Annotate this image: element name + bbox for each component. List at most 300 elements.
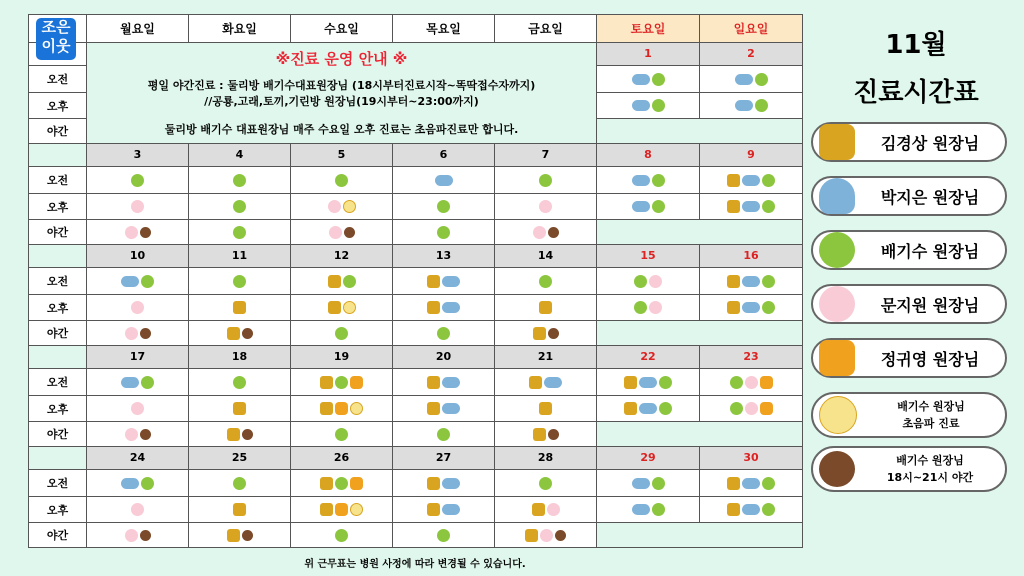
period-row-night	[29, 523, 803, 548]
kim-icon	[727, 477, 740, 490]
schedule-cell	[393, 295, 495, 321]
park-icon	[632, 201, 650, 212]
weekday-header-tue: 화요일	[189, 15, 291, 43]
park-icon	[121, 276, 139, 287]
schedule-cell	[393, 523, 495, 548]
period-label-night: 야간	[29, 523, 87, 548]
schedule-cell	[189, 321, 291, 346]
date-cell: 25	[189, 446, 291, 469]
date-cell: 11	[189, 244, 291, 267]
kim-icon	[532, 503, 545, 516]
us-icon	[350, 503, 363, 516]
footer-note: 위 근무표는 병원 사정에 따라 변경될 수 있습니다.	[304, 559, 526, 570]
schedule-cell	[495, 321, 597, 346]
park-icon	[632, 504, 650, 515]
schedule-cell	[597, 65, 700, 93]
weekday-header-fri: 금요일	[495, 15, 597, 43]
clinic-logo	[36, 18, 76, 60]
bae-icon	[343, 275, 356, 288]
period-label-night: 야간	[29, 321, 87, 346]
bae-icon	[659, 402, 672, 415]
park-icon	[632, 100, 650, 111]
kim-icon	[727, 301, 740, 314]
park-icon	[121, 377, 139, 388]
kim-icon	[427, 376, 440, 389]
date-cell: 24	[87, 446, 189, 469]
schedule-cell	[291, 267, 393, 295]
schedule-cell	[291, 166, 393, 194]
logo-line-2: 이웃	[41, 37, 71, 55]
schedule-cell	[495, 497, 597, 523]
weekend-empty-cell	[597, 220, 803, 245]
date-cell: 3	[87, 143, 189, 166]
legend-night-line1: 배기수 원장님	[896, 454, 964, 467]
weekend-empty-cell	[597, 321, 803, 346]
schedule-cell	[189, 295, 291, 321]
bae-icon	[539, 477, 552, 490]
bae-icon	[762, 275, 775, 288]
period-label-afternoon: 오후	[29, 194, 87, 220]
date-cell: 28	[495, 446, 597, 469]
date-label-cell	[29, 446, 87, 469]
kim-icon	[727, 200, 740, 213]
us-icon	[350, 402, 363, 415]
schedule-cell	[291, 194, 393, 220]
date-cell: 7	[495, 143, 597, 166]
bae-icon	[335, 376, 348, 389]
date-cell: 26	[291, 446, 393, 469]
schedule-cell	[495, 523, 597, 548]
schedule-cell	[87, 396, 189, 422]
bae-icon	[539, 174, 552, 187]
schedule-cell	[189, 368, 291, 396]
schedule-cell	[189, 523, 291, 548]
schedule-cell	[87, 321, 189, 346]
date-cell: 5	[291, 143, 393, 166]
bae-icon	[634, 301, 647, 314]
legend-night	[811, 446, 1007, 492]
bae-icon	[755, 73, 768, 86]
bae-icon	[755, 99, 768, 112]
schedule-cell	[597, 166, 700, 194]
date-cell: 21	[495, 345, 597, 368]
schedule-cell	[495, 194, 597, 220]
legend-park	[811, 176, 1007, 216]
kim-icon	[233, 402, 246, 415]
period-label-afternoon: 오후	[29, 295, 87, 321]
date-cell: 23	[700, 345, 803, 368]
moon-icon	[533, 226, 546, 239]
schedule-cell	[393, 497, 495, 523]
legend-bae-label: 배기수 원장님	[880, 241, 980, 261]
schedule-cell	[393, 368, 495, 396]
schedule-cell	[393, 166, 495, 194]
date-row	[29, 244, 803, 267]
bae-icon	[335, 327, 348, 340]
bae-icon	[730, 376, 743, 389]
schedule-cell	[495, 267, 597, 295]
notice-spacer	[87, 109, 596, 121]
moon-icon	[131, 503, 144, 516]
date-cell: 13	[393, 244, 495, 267]
date-cell: 1	[597, 42, 700, 65]
date-cell: 19	[291, 345, 393, 368]
night-icon	[548, 328, 559, 339]
night-icon	[242, 530, 253, 541]
bae-icon	[335, 529, 348, 542]
park-icon	[442, 504, 460, 515]
park-icon	[742, 302, 760, 313]
schedule-cell	[393, 469, 495, 497]
whale-icon	[819, 178, 855, 214]
kim-icon	[727, 503, 740, 516]
moon-icon	[745, 376, 758, 389]
park-icon	[435, 175, 453, 186]
bae-icon	[437, 327, 450, 340]
bae-icon	[762, 477, 775, 490]
park-icon	[735, 74, 753, 85]
night-icon	[344, 227, 355, 238]
bae-icon	[652, 73, 665, 86]
moon-icon	[125, 226, 138, 239]
park-icon	[632, 74, 650, 85]
bae-icon	[652, 503, 665, 516]
legend-us-line1: 배기수 원장님	[897, 400, 965, 413]
notice-line-3: 둘리방 배기수 대표원장님 매주 수요일 오후 진료는 초음파진료만 합니다.	[164, 123, 519, 137]
kim-icon	[427, 402, 440, 415]
schedule-cell	[189, 469, 291, 497]
schedule-cell	[189, 220, 291, 245]
bae-icon	[335, 174, 348, 187]
schedule-cell	[87, 194, 189, 220]
date-cell: 14	[495, 244, 597, 267]
period-row-morning	[29, 368, 803, 396]
schedule-cell	[700, 295, 803, 321]
dooly-icon	[819, 232, 855, 268]
kim-icon	[427, 301, 440, 314]
bae-icon	[730, 402, 743, 415]
date-label-cell	[29, 345, 87, 368]
legend-bae	[811, 230, 1007, 270]
month-title: 11월	[885, 30, 947, 60]
moon-icon	[745, 402, 758, 415]
period-label-morning: 오전	[29, 166, 87, 194]
period-label-morning: 오전	[29, 368, 87, 396]
kim-icon	[227, 529, 240, 542]
bae-icon	[141, 376, 154, 389]
night-icon	[140, 227, 151, 238]
period-row-morning	[29, 166, 803, 194]
schedule-cell	[291, 469, 393, 497]
weekend-empty-cell	[597, 422, 803, 447]
date-cell: 2	[700, 42, 803, 65]
logo-line-1: 조은	[41, 18, 71, 36]
park-icon	[639, 403, 657, 414]
schedule-cell	[189, 194, 291, 220]
us-icon	[343, 301, 356, 314]
kim-icon	[727, 174, 740, 187]
park-icon	[442, 377, 460, 388]
schedule-cell	[597, 267, 700, 295]
notice-box	[87, 42, 597, 143]
period-label-afternoon: 오후	[29, 93, 87, 119]
schedule-cell	[700, 65, 803, 93]
schedule-cell	[291, 368, 393, 396]
weekend-empty-cell	[597, 523, 803, 548]
park-icon	[742, 478, 760, 489]
moon-icon	[649, 301, 662, 314]
date-cell: 20	[393, 345, 495, 368]
bae-icon	[437, 200, 450, 213]
night-icon	[242, 429, 253, 440]
jung-icon	[350, 376, 363, 389]
kim-icon	[233, 503, 246, 516]
bae-icon	[437, 428, 450, 441]
legend-moon	[811, 284, 1007, 324]
date-cell: 16	[700, 244, 803, 267]
schedule-cell	[393, 422, 495, 447]
date-cell: 10	[87, 244, 189, 267]
schedule-cell	[495, 368, 597, 396]
schedule-cell	[87, 267, 189, 295]
date-cell: 15	[597, 244, 700, 267]
schedule-cell	[189, 396, 291, 422]
night-icon	[140, 328, 151, 339]
park-icon	[442, 276, 460, 287]
bae-icon	[652, 200, 665, 213]
moon-icon	[540, 529, 553, 542]
period-label-night: 야간	[29, 422, 87, 447]
schedule-cell	[87, 368, 189, 396]
period-row-afternoon	[29, 497, 803, 523]
bae-icon	[233, 174, 246, 187]
night-icon	[140, 429, 151, 440]
schedule-cell	[597, 396, 700, 422]
schedule-cell	[700, 194, 803, 220]
moon-icon	[547, 503, 560, 516]
schedule-cell	[597, 93, 700, 119]
bae-icon	[233, 376, 246, 389]
schedule-cell	[495, 422, 597, 447]
legend-jung	[811, 338, 1007, 378]
date-row	[29, 345, 803, 368]
ultrasound-doctor-icon	[819, 396, 857, 434]
night-icon	[555, 530, 566, 541]
kim-icon	[533, 327, 546, 340]
period-row-afternoon	[29, 194, 803, 220]
schedule-cell	[393, 267, 495, 295]
schedule-cell	[495, 396, 597, 422]
jung-icon	[760, 376, 773, 389]
legend-ultrasound	[811, 392, 1007, 438]
date-cell: 29	[597, 446, 700, 469]
bae-icon	[762, 503, 775, 516]
schedule-cell	[700, 497, 803, 523]
period-row-night	[29, 220, 803, 245]
kim-icon	[320, 376, 333, 389]
bae-icon	[131, 174, 144, 187]
date-cell: 17	[87, 345, 189, 368]
jung-icon	[335, 503, 348, 516]
moon-icon	[125, 428, 138, 441]
date-cell: 27	[393, 446, 495, 469]
period-label-morning: 오전	[29, 267, 87, 295]
kim-icon	[539, 402, 552, 415]
schedule-cell	[87, 523, 189, 548]
weekday-header-sat: 토요일	[597, 15, 700, 43]
schedule-cell	[87, 295, 189, 321]
moon-icon	[131, 200, 144, 213]
kim-icon	[320, 477, 333, 490]
weekday-header-mon: 월요일	[87, 15, 189, 43]
park-icon	[632, 478, 650, 489]
park-icon	[639, 377, 657, 388]
park-icon	[742, 201, 760, 212]
schedule-cell	[291, 422, 393, 447]
schedule-cell	[700, 368, 803, 396]
bae-icon	[762, 301, 775, 314]
night-icon	[548, 227, 559, 238]
schedule-cell	[393, 194, 495, 220]
schedule-cell	[393, 396, 495, 422]
schedule-cell	[495, 166, 597, 194]
moon-icon	[328, 200, 341, 213]
weekday-header-thu: 목요일	[393, 15, 495, 43]
bae-icon	[233, 226, 246, 239]
period-row-night	[29, 422, 803, 447]
kim-icon	[624, 402, 637, 415]
schedule-cell	[597, 497, 700, 523]
notice-line-1: 평일 야간진료 : 둘리방 배기수대표원장님 (18시부터진료시작~똑딱접수자까지)	[147, 79, 536, 93]
schedule-cell	[291, 497, 393, 523]
park-icon	[442, 403, 460, 414]
moon-icon	[131, 402, 144, 415]
date-row	[29, 42, 803, 65]
moon-icon	[125, 529, 138, 542]
schedule-cell	[291, 295, 393, 321]
bae-icon	[762, 174, 775, 187]
kim-icon	[328, 301, 341, 314]
bae-icon	[634, 275, 647, 288]
kim-icon	[227, 327, 240, 340]
kim-icon	[539, 301, 552, 314]
schedule-cell	[291, 321, 393, 346]
schedule-cell	[87, 469, 189, 497]
kim-icon	[227, 428, 240, 441]
date-label-cell	[29, 143, 87, 166]
notice-title: ※진료 운영 안내 ※	[275, 50, 408, 69]
schedule-title: 진료시간표	[853, 78, 979, 108]
schedule-cell	[87, 220, 189, 245]
night-icon	[548, 429, 559, 440]
date-cell: 8	[597, 143, 700, 166]
date-cell: 9	[700, 143, 803, 166]
schedule-cell	[189, 267, 291, 295]
date-label-cell	[29, 244, 87, 267]
park-icon	[544, 377, 562, 388]
kim-icon	[427, 275, 440, 288]
schedule-cell	[393, 321, 495, 346]
legend-us-line2: 초음파 진료	[902, 417, 960, 430]
jung-icon	[760, 402, 773, 415]
period-row-night	[29, 321, 803, 346]
date-cell: 18	[189, 345, 291, 368]
jung-icon	[350, 477, 363, 490]
kim-icon	[427, 477, 440, 490]
bae-icon	[335, 428, 348, 441]
schedule-cell	[700, 166, 803, 194]
rabbit-icon	[819, 286, 855, 322]
park-icon	[742, 276, 760, 287]
legend-jung-label: 정귀영 원장님	[880, 349, 980, 369]
giraffe-icon	[819, 340, 855, 376]
bae-icon	[335, 477, 348, 490]
bae-icon	[437, 529, 450, 542]
bae-icon	[652, 477, 665, 490]
kim-icon	[320, 402, 333, 415]
schedule-cell	[495, 220, 597, 245]
schedule-cell	[597, 194, 700, 220]
bae-icon	[762, 200, 775, 213]
weekday-header-wed: 수요일	[291, 15, 393, 43]
legend-kim	[811, 122, 1007, 162]
weekday-header-sun: 일요일	[700, 15, 803, 43]
date-cell: 4	[189, 143, 291, 166]
bae-icon	[233, 275, 246, 288]
date-cell: 30	[700, 446, 803, 469]
schedule-cell	[87, 497, 189, 523]
weekend-empty-cell	[597, 119, 803, 144]
park-icon	[632, 175, 650, 186]
schedule-cell	[291, 523, 393, 548]
date-cell: 12	[291, 244, 393, 267]
notice-spacer	[87, 69, 596, 77]
kim-icon	[727, 275, 740, 288]
schedule-cell	[700, 267, 803, 295]
kim-icon	[529, 376, 542, 389]
park-icon	[442, 478, 460, 489]
park-icon	[742, 175, 760, 186]
moon-icon	[125, 327, 138, 340]
schedule-cell	[87, 422, 189, 447]
schedule-cell	[291, 220, 393, 245]
night-icon	[242, 328, 253, 339]
bae-icon	[437, 226, 450, 239]
bae-icon	[141, 275, 154, 288]
period-row-morning	[29, 469, 803, 497]
park-icon	[742, 504, 760, 515]
jung-icon	[335, 402, 348, 415]
moon-icon	[329, 226, 342, 239]
period-label-afternoon: 오후	[29, 396, 87, 422]
moon-icon	[649, 275, 662, 288]
schedule-cell	[393, 220, 495, 245]
legend-night-line2: 18시~21시 야간	[886, 471, 974, 484]
schedule-cell	[597, 295, 700, 321]
kim-icon	[328, 275, 341, 288]
bae-icon	[141, 477, 154, 490]
kim-icon	[233, 301, 246, 314]
schedule-cell	[597, 469, 700, 497]
date-cell: 22	[597, 345, 700, 368]
legend-park-label: 박지은 원장님	[880, 187, 980, 207]
legend-kim-label: 김경상 원장님	[880, 133, 980, 153]
period-row-afternoon	[29, 396, 803, 422]
notice-line-2: //공룡,고래,토끼,기린방 원장님(19시부터~23:00까지)	[204, 95, 479, 109]
park-icon	[442, 302, 460, 313]
park-icon	[121, 478, 139, 489]
schedule-cell	[87, 166, 189, 194]
